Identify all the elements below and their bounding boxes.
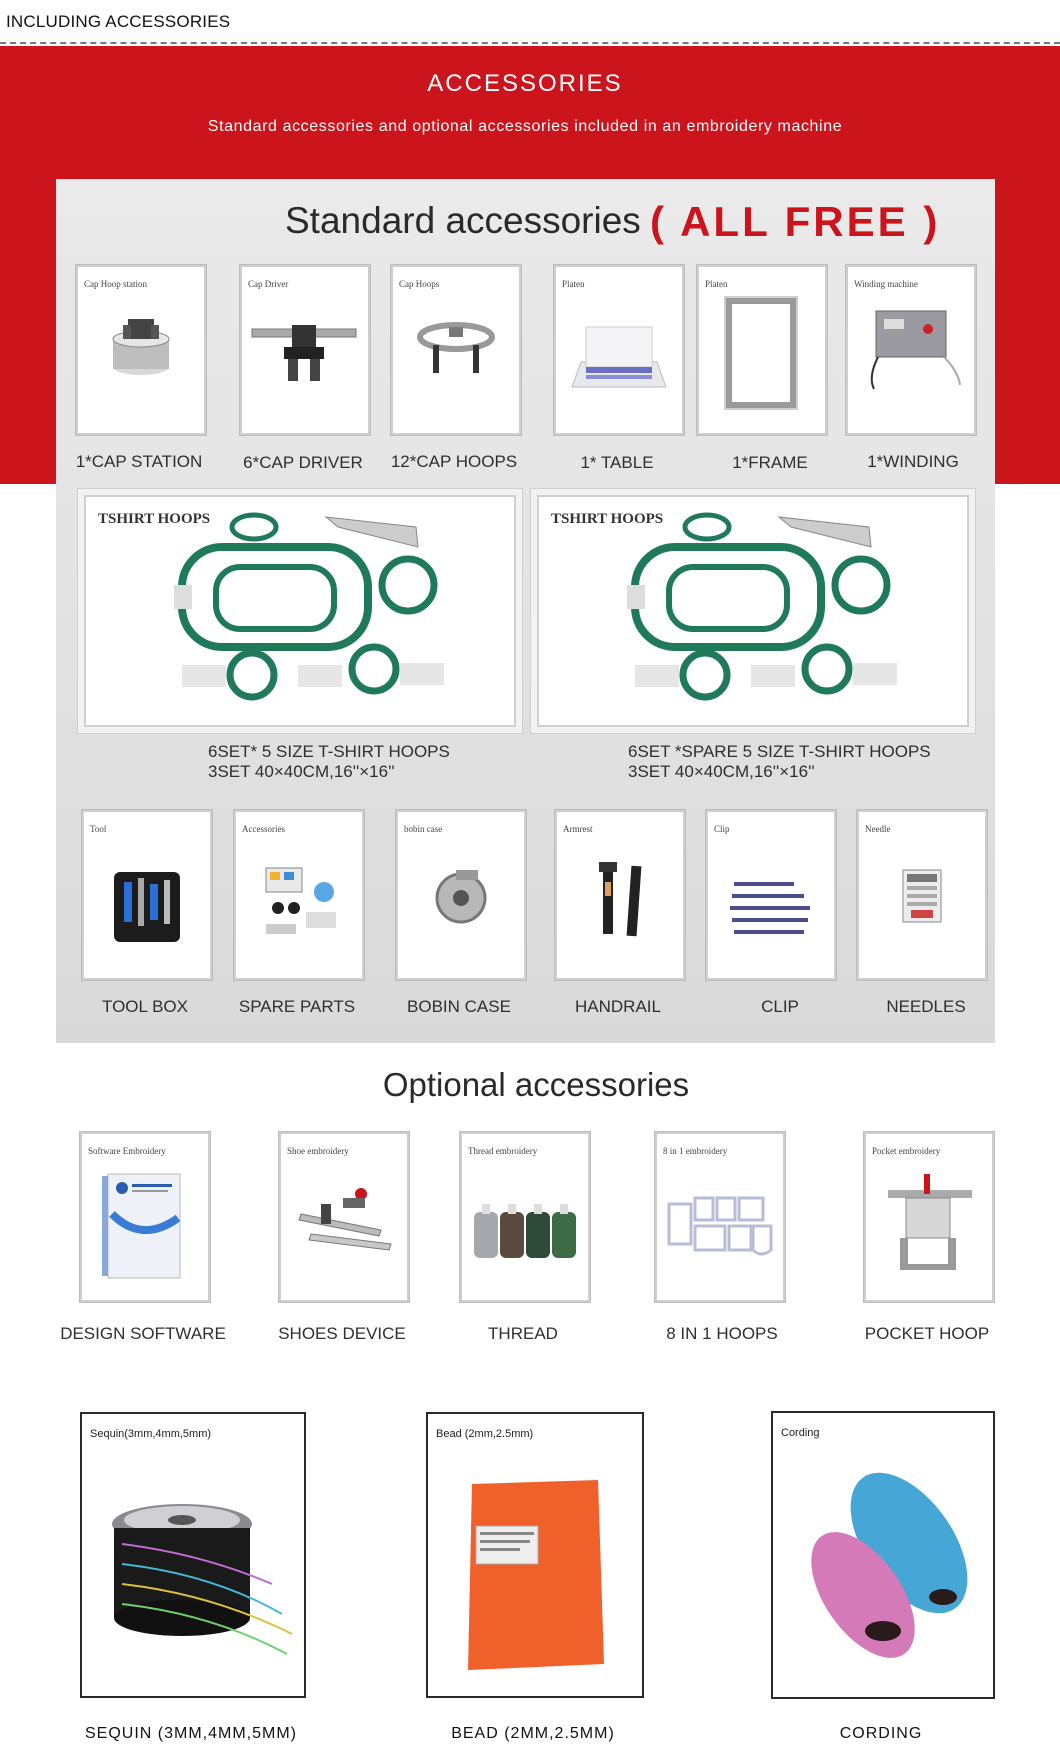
card-bead (426, 1412, 644, 1698)
label-cap-hoops: 12*CAP HOOPS (390, 452, 518, 471)
all-free-badge: ( ALL FREE ) (650, 198, 941, 245)
card-8in1-hoops (655, 1132, 785, 1302)
card-sequin (80, 1412, 306, 1698)
hoops-1-line1: 6SET* 5 SIZE T-SHIRT HOOPS (208, 742, 450, 761)
label-sequin: SEQUIN (3MM,4MM,5MM) (85, 1725, 297, 1742)
banner-subtitle: Standard accessories and optional accessories included in an embroidery machine (207, 118, 843, 135)
card-label: Accessories (242, 824, 285, 834)
label-pocket-hoop: POCKET HOOP (864, 1324, 990, 1343)
card-cap-station (76, 265, 206, 435)
card-label: 8 in 1 embroidery (663, 1146, 728, 1156)
sequin-reel-icon (82, 1414, 304, 1696)
card-label: Cap Driver (248, 279, 289, 289)
winding-icon (848, 267, 974, 433)
label-cap-driver: 6*CAP DRIVER (243, 453, 363, 472)
page-header (0, 0, 1060, 42)
hoops-1-line2: 3SET 40×40CM,16''×16'' (208, 762, 395, 781)
cording-spools-icon (773, 1413, 993, 1697)
tshirt-hoops-icon (539, 497, 967, 725)
card-tshirt-hoops-2 (537, 495, 969, 727)
card-winding (846, 265, 976, 435)
label-needles: NEEDLES (886, 997, 966, 1016)
card-tshirt-hoops-1 (84, 495, 516, 727)
clip-icon (708, 812, 834, 978)
label-handrail: HANDRAIL (575, 997, 661, 1016)
frame-icon (699, 267, 825, 433)
card-thread (460, 1132, 590, 1302)
label-tool-box: TOOL BOX (102, 997, 188, 1016)
label-cap-station: 1*CAP STATION (75, 452, 203, 471)
card-label: Platen (705, 279, 728, 289)
dashed-divider (0, 42, 1060, 44)
tshirt-hoops-icon (86, 497, 514, 725)
card-bobbin-case (396, 810, 526, 980)
bobbin-case-icon (398, 812, 524, 978)
label-design-software: DESIGN SOFTWARE (60, 1324, 226, 1343)
hoop-card-title: TSHIRT HOOPS (551, 511, 664, 527)
label-table: 1* TABLE (580, 453, 654, 472)
thread-icon (462, 1134, 588, 1300)
card-tool-box (82, 810, 212, 980)
bead-bag-icon (428, 1414, 642, 1696)
card-needles (857, 810, 987, 980)
card-cording (771, 1411, 995, 1699)
software-box-icon (82, 1134, 208, 1300)
card-table (554, 265, 684, 435)
label-8in1-hoops: 8 IN 1 HOOPS (666, 1324, 778, 1343)
card-handrail (555, 810, 685, 980)
shoes-device-icon (281, 1134, 407, 1300)
label-bead: BEAD (2MM,2.5MM) (451, 1725, 615, 1742)
cap-station-icon (78, 267, 204, 433)
cap-driver-icon (242, 267, 368, 433)
card-spare-parts (234, 810, 364, 980)
card-label: Cap Hoops (399, 279, 440, 289)
card-shoes-device (279, 1132, 409, 1302)
card-label: Sequin(3mm,4mm,5mm) (90, 1428, 212, 1440)
card-label: Software Embroidery (88, 1146, 166, 1156)
header-title: INCLUDING ACCESSORIES (6, 12, 231, 31)
label-winding: 1*WINDING (867, 452, 959, 471)
standard-title: Standard accessories (285, 200, 641, 241)
card-cap-driver (240, 265, 370, 435)
card-label: Clip (714, 824, 730, 834)
label-bobbin-case: BOBIN CASE (407, 997, 511, 1016)
card-label: Tool (90, 824, 107, 834)
8in1-hoops-icon (657, 1134, 783, 1300)
handrail-icon (557, 812, 683, 978)
card-cap-hoops (391, 265, 521, 435)
card-label: Winding machine (854, 279, 918, 289)
optional-title: Optional accessories (382, 1066, 690, 1103)
label-thread: THREAD (488, 1324, 558, 1343)
pocket-hoop-icon (866, 1134, 992, 1300)
card-label: Cording (781, 1427, 820, 1439)
card-label: Armrest (563, 824, 593, 834)
card-design-software (80, 1132, 210, 1302)
card-frame (697, 265, 827, 435)
card-label: Pocket embroidery (872, 1146, 941, 1156)
toolbox-icon (84, 812, 210, 978)
table-icon (556, 267, 682, 433)
label-clip: CLIP (761, 997, 799, 1016)
cap-hoops-icon (393, 267, 519, 433)
card-label: Shoe embroidery (287, 1146, 349, 1156)
card-label: Platen (562, 279, 585, 289)
label-cording: CORDING (839, 1725, 923, 1742)
card-label: Cap Hoop station (84, 279, 147, 289)
label-spare-parts: SPARE PARTS (238, 997, 356, 1016)
card-label: Bead (2mm,2.5mm) (436, 1428, 534, 1440)
hoop-card-title: TSHIRT HOOPS (98, 511, 211, 527)
card-label: Thread embroidery (468, 1146, 538, 1156)
card-label: Needle (865, 824, 891, 834)
hoops-2-line2: 3SET 40×40CM,16''×16'' (628, 762, 815, 781)
card-clip (706, 810, 836, 980)
needles-icon (859, 812, 985, 978)
card-pocket-hoop (864, 1132, 994, 1302)
label-frame: 1*FRAME (732, 453, 808, 472)
hoops-2-line1: 6SET *SPARE 5 SIZE T-SHIRT HOOPS (628, 742, 931, 761)
label-shoes-device: SHOES DEVICE (278, 1324, 406, 1343)
spare-parts-icon (236, 812, 362, 978)
banner-title: ACCESSORIES (427, 70, 623, 97)
card-label: bobin case (404, 824, 443, 834)
